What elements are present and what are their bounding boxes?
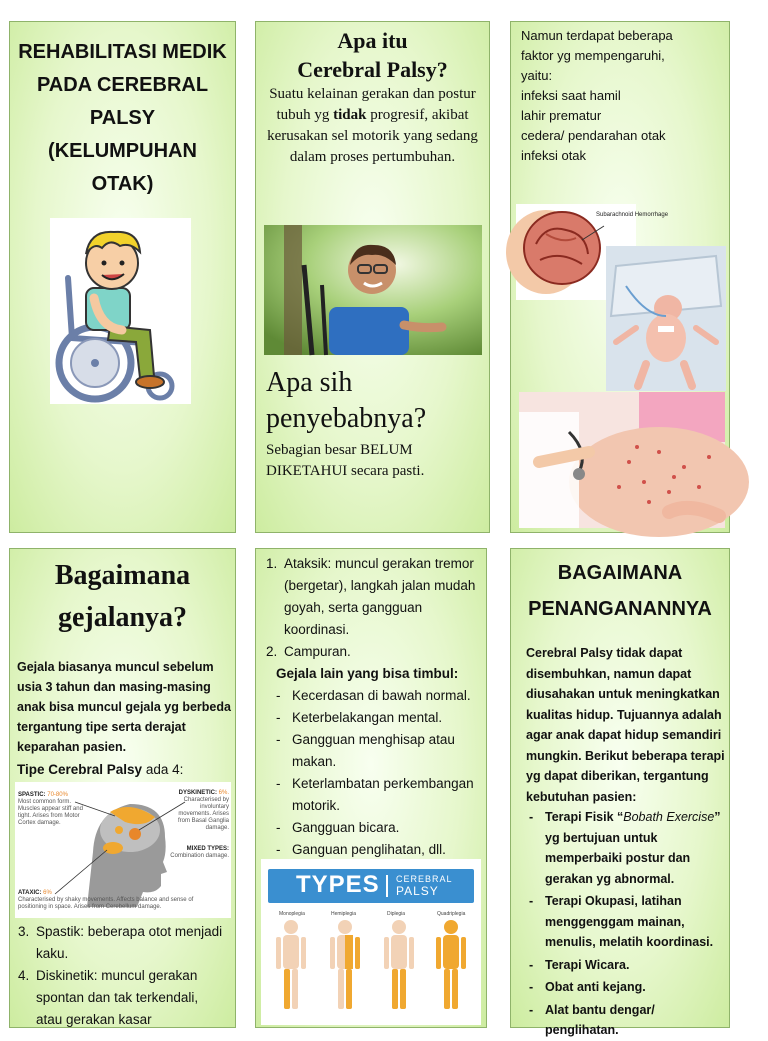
title-line: REHABILITASI MEDIK — [18, 41, 227, 63]
title-line: PADA CEREBRAL — [36, 74, 209, 96]
definition-heading — [256, 26, 489, 84]
title-line: (KELUMPUHAN — [48, 140, 197, 162]
wheelchair-boy-illustration — [50, 218, 191, 404]
label-diplegia: Diplegia — [387, 911, 406, 917]
types-label — [17, 760, 233, 780]
list-item — [12, 921, 228, 965]
cause-heading — [266, 365, 486, 437]
mixed-label — [167, 846, 229, 860]
item-number: 4. — [18, 968, 30, 983]
spastic-desc: Most common form. Muscles appear stiff and tight. Arises from Motor Cortex damage. — [18, 799, 83, 826]
therapy-text: ” yg bertujuan untuk memperbaiki postur dan gerakan yg abnormal. — [545, 810, 721, 886]
heading-line: Apa itu — [337, 28, 408, 53]
panel-definition — [255, 21, 490, 533]
boy-in-wheelchair-photo — [264, 225, 482, 355]
label-hemiplegia: Hemiplegia — [331, 911, 357, 917]
panel-causes — [510, 21, 730, 533]
cp-types-infographic — [261, 859, 481, 1025]
types-banner — [268, 869, 474, 903]
types-list — [12, 921, 228, 1031]
cause-factor: lahir prematur — [521, 108, 602, 123]
intro-line: faktor yg mempengaruhi, — [521, 48, 665, 63]
heading-line: gejalanya? — [57, 602, 188, 633]
treatment-body: Cerebral Palsy tidak dapat disembuhkan, namun dapat diusahakan untuk meningkatkan kualitas hidup. Tujuannya adalah agar anak dapat hidup semandiri mungkin. Berikut beberapa terapi yg dapat diberikan, tergantung kebutuhan pasien: — [526, 646, 725, 804]
dyskinetic-title: DYSKINETIC: — [178, 790, 217, 796]
cause-factor: infeksi otak — [521, 148, 587, 163]
definition-part: Suatu kelainan gerakan dan postur tubuh yg — [269, 86, 476, 123]
list-item: - Kecerdasan di bawah normal. — [272, 685, 484, 707]
panel-treatment — [510, 548, 730, 1037]
symptoms-body: Gejala biasanya muncul sebelum usia 3 tahun dan masing-masing anak bisa muncul gejala yg berbeda tergantung tipe serta derajat keparahan pasien. — [17, 660, 231, 754]
brochure-title — [10, 36, 235, 201]
definition-text — [262, 84, 483, 168]
dyskinetic-label — [167, 790, 229, 832]
therapy-text: Terapi Fisik “ — [545, 810, 624, 824]
types-label-bold: Tipe Cerebral Palsy — [17, 762, 143, 777]
ataxic-title: ATAXIC: — [18, 890, 42, 896]
list-item — [260, 641, 482, 663]
heading-line: Cerebral Palsy? — [297, 57, 448, 82]
types-banner-title: TYPES — [296, 871, 380, 898]
list-item — [525, 1000, 727, 1041]
treatment-heading — [511, 555, 729, 627]
banner-palsy: PALSY — [396, 884, 439, 898]
figure-quadriplegia — [436, 920, 466, 1009]
heading-line: Apa sih — [266, 367, 353, 398]
definition-emphasis: tidak — [333, 107, 367, 123]
panel-symptoms-cont — [255, 548, 487, 1028]
banner-divider — [386, 875, 388, 897]
definition-part: progresif, akibat kerusakan sel motorik yang sedang dalam proses pertumbuhan. — [267, 107, 478, 165]
cp-types-brain-diagram — [15, 782, 231, 918]
item-text: Campuran. — [284, 644, 351, 659]
brain-caption: Subarachnoid Hemorrhage — [596, 212, 669, 218]
mixed-title: MIXED TYPES: — [186, 846, 229, 852]
panel-symptoms — [9, 548, 236, 1028]
causes-intro — [521, 26, 726, 166]
list-item: - Gangguan bicara. — [272, 817, 484, 839]
label-quadriplegia: Quadriplegia — [437, 911, 466, 917]
mixed-desc: Combination damage. — [170, 853, 229, 859]
heading-line: PENANGANANNYA — [528, 598, 712, 620]
figure-diplegia — [384, 920, 414, 1009]
cause-text: Sebagian besar BELUM DIKETAHUI secara pasti. — [266, 442, 425, 479]
ataxic-label — [18, 890, 218, 911]
banner-cerebral: CEREBRAL — [396, 874, 453, 884]
list-item: - Gangguan menghisap atau makan. — [272, 729, 484, 773]
spastic-title: SPASTIC: — [18, 792, 46, 798]
figure-monoplegia — [276, 920, 306, 1009]
therapy-text: Terapi Wicara. — [545, 957, 630, 972]
intro-line: Namun terdapat beberapa — [521, 28, 673, 43]
therapy-text: Alat bantu dengar/ penglihatan. — [545, 1002, 655, 1037]
dyskinetic-pct: 6%. — [218, 790, 229, 796]
list-item — [525, 891, 727, 953]
spastic-pct: 70-80% — [47, 792, 68, 798]
figure-hemiplegia — [330, 920, 360, 1009]
types-banner-subtitle — [396, 873, 453, 897]
therapy-text: Terapi Okupasi, latihan menggenggam mainan, menulis, melatih koordinasi. — [545, 894, 714, 949]
heading-line: Bagaimana — [54, 560, 191, 591]
list-item — [525, 977, 727, 998]
item-number: 3. — [18, 924, 30, 939]
dyskinetic-desc: Characterised by involuntary movements. Arises from Basal Ganglia damage. — [177, 797, 229, 831]
item-text: Diskinetik: muncul gerakan spontan dan tak terkendali, atau gerakan kasar — [36, 968, 199, 1027]
intro-line: yaitu: — [521, 68, 553, 83]
title-line: OTAK) — [91, 173, 154, 195]
item-number: 1. — [266, 556, 278, 571]
heading-line: BAGAIMANA — [557, 562, 683, 584]
types-list-cont — [260, 553, 482, 663]
panel-title — [9, 21, 236, 533]
item-number: 2. — [266, 644, 278, 659]
label-monoplegia: Monoplegia — [279, 911, 305, 917]
ataxic-pct: 6% — [43, 890, 52, 896]
therapy-text: Obat anti kejang. — [545, 980, 646, 994]
therapy-italic: Bobath Exercise — [623, 810, 715, 824]
title-line: PALSY — [89, 107, 156, 129]
other-symptoms-heading: Gejala lain yang bisa timbul: — [276, 666, 459, 681]
symptoms-heading — [10, 555, 235, 639]
body-figures — [261, 919, 481, 1025]
premature-baby-photo — [606, 246, 726, 391]
list-item — [525, 955, 727, 976]
pregnancy-rash-photo — [519, 392, 725, 528]
heading-line: penyebabnya? — [266, 403, 427, 434]
list-item: - Ganguan penglihatan, dll. — [272, 839, 484, 861]
ataxic-desc: Characterised by shaky movements. Affects balance and sense of positioning in space. Arises from Cerebellum damage. — [18, 897, 194, 910]
list-item — [12, 965, 228, 1031]
therapy-list — [525, 807, 727, 1041]
list-item — [260, 553, 482, 641]
list-item: - Keterlambatan perkembangan motorik. — [272, 773, 484, 817]
cause-factor: cedera/ pendarahan otak — [521, 128, 666, 143]
other-symptoms-list — [272, 685, 484, 861]
item-text: Spastik: beberapa otot menjadi kaku. — [36, 924, 223, 961]
list-item: - Keterbelakangan mental. — [272, 707, 484, 729]
spastic-label — [18, 792, 88, 827]
cause-factor: infeksi saat hamil — [521, 88, 621, 103]
list-item — [525, 807, 727, 889]
item-text: Ataksik: muncul gerakan tremor (bergetar), langkah jalan mudah goyah, serta gangguan koordinasi. — [284, 556, 476, 637]
types-label-rest: ada 4: — [142, 762, 184, 777]
